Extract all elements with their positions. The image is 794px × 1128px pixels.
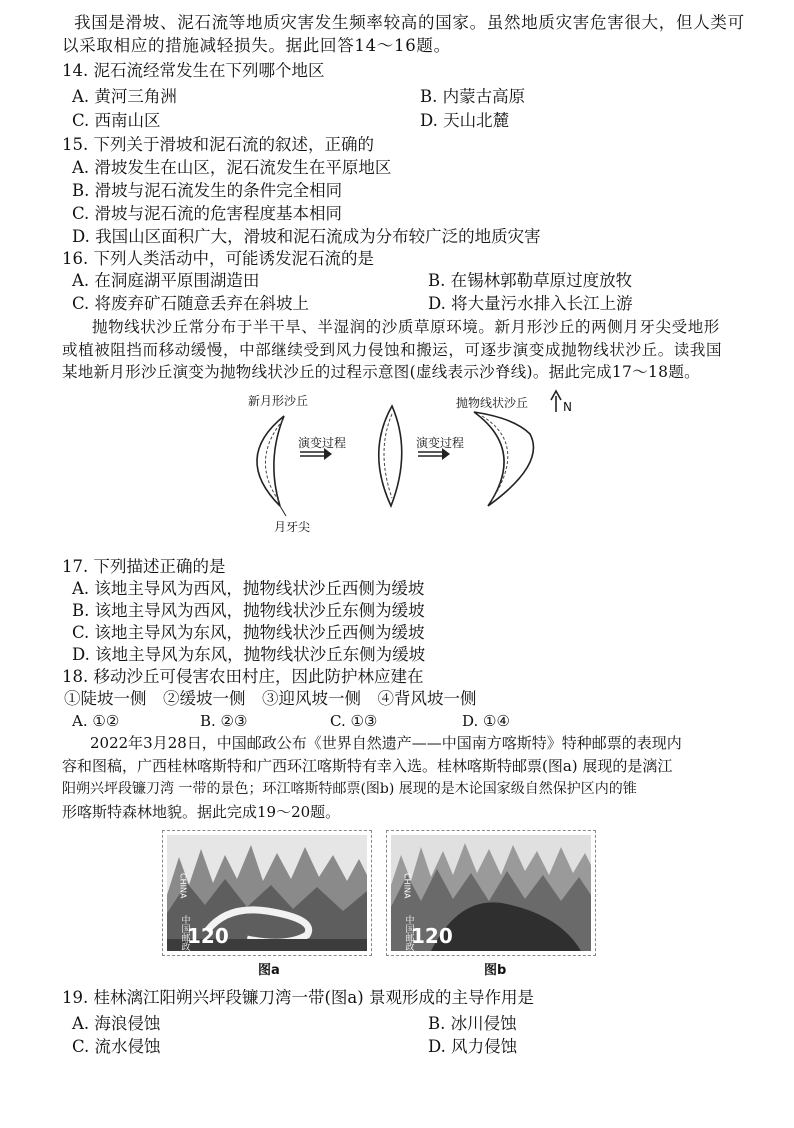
q18-option-a[interactable]: A. ①② (72, 712, 120, 730)
label-arrow-1: 演变过程 (298, 436, 347, 450)
caption-figure-a: 图a (258, 963, 280, 978)
q19-option-d[interactable]: D. 风力侵蚀 (428, 1037, 518, 1056)
q19-option-c[interactable]: C. 流水侵蚀 (72, 1037, 161, 1056)
stamp-b-country: 中国邮政 (403, 915, 414, 951)
intro-passage-1 (62, 12, 752, 57)
intro-3-line-4: 形喀斯特森林地貌。据此完成19～20题。 (62, 803, 341, 821)
q17-stem: 17. 下列描述正确的是 (62, 557, 226, 576)
stamp-a (162, 830, 372, 956)
stamp-b-latin: CHINA (402, 873, 412, 899)
intro-1-line-1: 我国是滑坡、泥石流等地质灾害发生频率较高的国家。虽然地质灾害危害很大，但人类可 (74, 13, 745, 32)
q16-option-b[interactable]: B. 在锡林郭勒草原过度放牧 (428, 271, 633, 290)
intro-1-line-2: 以采取相应的措施减轻损失。据此回答14～16题。 (62, 35, 451, 55)
crescent-dune-shape (257, 416, 284, 506)
q17-option-c[interactable]: C. 该地主导风为东风，抛物线状沙丘西侧为缓坡 (72, 623, 425, 642)
q15-option-b[interactable]: B. 滑坡与泥石流发生的条件完全相同 (72, 181, 343, 200)
stamp-b-artwork (391, 835, 591, 951)
q16-option-c[interactable]: C. 将废弃矿石随意丢弃在斜坡上 (72, 294, 310, 313)
intro-2-line-3: 某地新月形沙丘演变为抛物线状沙丘的过程示意图(虚线表示沙脊线)。据此完成17～18题。 (62, 363, 700, 381)
stamp-a-country: 中国邮政 (179, 915, 190, 951)
q14-option-d[interactable]: D. 天山北麓 (420, 111, 510, 130)
q15-option-a[interactable]: A. 滑坡发生在山区，泥石流发生在平原地区 (72, 158, 392, 177)
q17-option-a[interactable]: A. 该地主导风为西风，抛物线状沙丘西侧为缓坡 (72, 579, 425, 598)
caption-figure-b: 图b (484, 963, 507, 978)
q19-option-b[interactable]: B. 冰川侵蚀 (428, 1014, 517, 1033)
q16-option-a[interactable]: A. 在洞庭湖平原围湖造田 (72, 271, 260, 290)
intro-passage-2 (62, 316, 752, 384)
q16-option-d[interactable]: D. 将大量污水排入长江上游 (428, 294, 633, 313)
label-arrow-2: 演变过程 (416, 436, 465, 450)
label-crescent-dune: 新月形沙丘 (248, 394, 309, 408)
q14-option-c[interactable]: C. 西南山区 (72, 111, 161, 130)
horn-pointer-line (280, 506, 286, 516)
q15-option-d[interactable]: D. 我国山区面积广大，滑坡和泥石流成为分布较广泛的地质灾害 (72, 227, 541, 246)
q15-option-c[interactable]: C. 滑坡与泥石流的危害程度基本相同 (72, 204, 343, 223)
q16-stem: 16. 下列人类活动中，可能诱发泥石流的是 (62, 249, 374, 268)
q18-items: ①陡坡一侧 ②缓坡一侧 ③迎风坡一侧 ④背风坡一侧 (64, 689, 477, 708)
q18-option-b[interactable]: B. ②③ (200, 712, 248, 730)
parabolic-dune-shape (474, 412, 533, 506)
q17-option-d[interactable]: D. 该地主导风为东风，抛物线状沙丘东侧为缓坡 (72, 645, 426, 664)
intro-2-line-2: 或植被阻挡而移动缓慢，中部继续受到风力侵蚀和搬运，可逐步演变成抛物线状沙丘。读我国 (62, 340, 723, 359)
intro-3-line-1: 2022年3月28日，中国邮政公布《世界自然遗产——中国南方喀斯特》特种邮票的表现内 (90, 734, 682, 752)
label-horn: 月牙尖 (274, 520, 311, 534)
intro-2-line-1: 抛物线状沙丘常分布于半干旱、半湿润的沙质草原环境。新月形沙丘的两侧月牙尖受地形 (92, 318, 720, 336)
q19-option-a[interactable]: A. 海浪侵蚀 (72, 1014, 161, 1033)
dune-evolution-diagram (226, 388, 586, 538)
transition-dune-shape (379, 406, 402, 506)
stamp-a-latin: CHINA (178, 873, 188, 899)
north-arrow-icon (551, 391, 561, 412)
intro-3-line-3: 阳朔兴坪段镰刀湾 一带的景色；环江喀斯特邮票(图b) 展现的是木论国家级自然保护区内的锥 (62, 781, 637, 797)
label-parabolic-dune: 抛物线状沙丘 (456, 396, 529, 410)
stamp-a-value: 120 (187, 924, 229, 948)
q18-option-c[interactable]: C. ①③ (330, 712, 378, 730)
q14-stem: 14. 泥石流经常发生在下列哪个地区 (62, 61, 325, 80)
q19-stem: 19. 桂林漓江阳朔兴坪段镰刀湾一带(图a) 景观形成的主导作用是 (62, 988, 534, 1007)
q14-option-b[interactable]: B. 内蒙古高原 (420, 87, 526, 106)
q17-option-b[interactable]: B. 该地主导风为西风，抛物线状沙丘东侧为缓坡 (72, 601, 425, 620)
q18-stem: 18. 移动沙丘可侵害农田村庄，因此防护林应建在 (62, 667, 424, 686)
stamp-b (386, 830, 596, 956)
label-north: N (563, 400, 572, 414)
q15-stem: 15. 下列关于滑坡和泥石流的叙述，正确的 (62, 135, 374, 154)
q14-option-a[interactable]: A. 黄河三角洲 (72, 87, 177, 106)
stamp-a-artwork (167, 835, 367, 951)
stamp-b-value: 120 (411, 924, 453, 948)
intro-passage-3 (62, 732, 752, 824)
q18-option-d[interactable]: D. ①④ (462, 712, 510, 730)
intro-3-line-2: 容和图稿，广西桂林喀斯特和广西环江喀斯特有幸入选。桂林喀斯特邮票(图a) 展现的是漓江 (62, 757, 673, 775)
